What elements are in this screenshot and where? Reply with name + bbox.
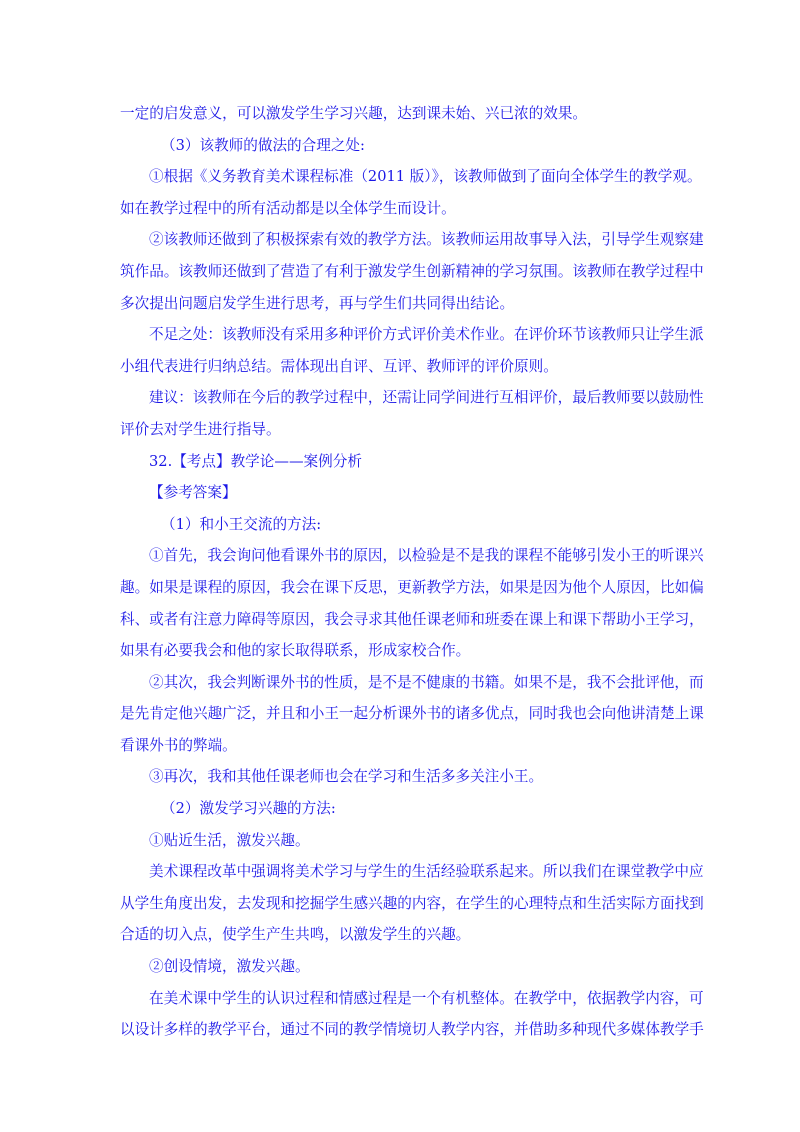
text-line: 小组代表进行归纳总结。需体现出自评、互评、教师评的评价原则。: [120, 357, 558, 375]
paragraph: [120, 161, 702, 224]
text-line: （2）激发学习兴趣的方法:: [161, 800, 336, 818]
paragraph: [120, 983, 704, 1046]
text-line: ①首先，我会询问他看课外书的原因，以检验是不是我的课程不能够引发小王的听课兴: [149, 547, 704, 565]
text-line: 趣。如果是课程的原因，我会在课下反思，更新教学方法，如果是因为他个人原因，比如偏: [120, 578, 704, 596]
text-line: 不足之处：该教师没有采用多种评价方式评价美术作业。在评价环节该教师只让学生派: [149, 326, 704, 344]
text-line: ③再次，我和其他任课老师也会在学习和生活多多关注小王。: [149, 768, 544, 786]
paragraph: [120, 540, 704, 666]
text-line: ②创设情境，激发兴趣。: [149, 958, 310, 976]
section-heading: [120, 130, 685, 162]
text-line: 合适的切入点，使学生产生共鸣，以激发学生的兴趣。: [120, 926, 471, 944]
text-line: 【参考答案】: [149, 484, 237, 502]
answer-heading: [120, 477, 685, 509]
text-line: ②其次，我会判断课外书的性质，是不是不健康的书籍。如果不是，我不会批评他，而: [149, 673, 704, 691]
paragraph: [120, 761, 685, 793]
text-line: 筑作品。该教师还做到了营造了有利于激发学生创新精神的学习氛围。该教师在教学过程中: [120, 262, 704, 280]
paragraph: [120, 319, 704, 382]
text-line: 从学生角度出发，去发现和挖掘学生感兴趣的内容，在学生的心理特点和生活实际方面找到: [120, 894, 704, 912]
paragraph: [120, 382, 704, 445]
text-line: （1）和小王交流的方法:: [161, 515, 322, 533]
text-line: 美术课程改革中强调将美术学习与学生的生活经验联系起来。所以我们在课堂教学中应: [149, 863, 704, 881]
text-line: 如在教学过程中的所有活动都是以全体学生而设计。: [120, 199, 456, 217]
text-line: 以设计多样的教学平台，通过不同的教学情境切人教学内容，并借助多种现代多媒体教学手: [120, 1021, 704, 1039]
text-line: ②该教师还做到了积极探索有效的教学方法。该教师运用故事导入法，引导学生观察建: [149, 231, 704, 249]
text-line: 如果有必要我会和他的家长取得联系，形成家校合作。: [120, 642, 471, 660]
text-line: ①根据《义务教育美术课程标准（2011 版）》，该教师做到了面向全体学生的教学观。: [149, 168, 702, 186]
paragraph: [120, 951, 685, 983]
text-line: 32.【考点】教学论——案例分析: [149, 452, 362, 470]
question-heading: [120, 446, 685, 478]
text-line: （3）该教师的做法的合理之处:: [161, 136, 365, 154]
paragraph: [120, 856, 704, 951]
paragraph: [120, 98, 685, 130]
text-line: ①贴近生活，激发兴趣。: [149, 831, 310, 849]
text-line: 评价去对学生进行指导。: [120, 420, 281, 438]
text-line: 科、或者有注意力障碍等原因，我会寻求其他任课老师和班委在课上和课下帮助小王学习，: [120, 610, 704, 628]
paragraph: [120, 224, 704, 319]
text-line: 在美术课中学生的认识过程和情感过程是一个有机整体。在教学中，依据教学内容，可: [149, 989, 704, 1007]
text-line: 是先肯定他兴趣广泛，并且和小王一起分析课外书的诸多优点，同时我也会向他讲清楚上课: [120, 705, 704, 723]
section-heading: [120, 793, 685, 825]
paragraph: [120, 825, 685, 857]
text-line: 一定的启发意义，可以激发学生学习兴趣，达到课未始、兴已浓的效果。: [120, 105, 588, 122]
section-heading: [120, 509, 685, 541]
document-body: [120, 98, 704, 1046]
text-line: 看课外书的弊端。: [120, 736, 237, 754]
text-line: 多次提出问题启发学生进行思考，再与学生们共同得出结论。: [120, 294, 515, 312]
text-line: 建议：该教师在今后的教学过程中，还需让同学间进行互相评价，最后教师要以鼓励性: [149, 389, 704, 407]
paragraph: [120, 667, 704, 762]
